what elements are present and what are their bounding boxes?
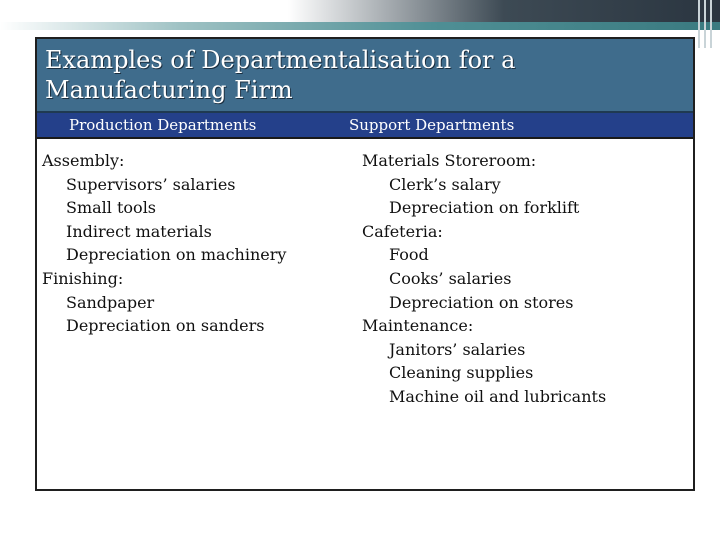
- production-department-heading: Assembly:: [42, 151, 125, 170]
- production-cost-item: Indirect materials: [66, 221, 212, 241]
- support-cost-item: Clerk’s salary: [389, 174, 501, 194]
- support-cost-item: Depreciation on forklift: [389, 198, 580, 218]
- title-box: [37, 39, 693, 113]
- production-cost-item: Small tools: [66, 198, 157, 218]
- support-cost-item: Depreciation on stores: [389, 292, 574, 312]
- production-cost-item: Sandpaper: [66, 292, 155, 312]
- production-departments-header: Production Departments: [69, 116, 257, 134]
- corner-decoration: [698, 0, 714, 48]
- support-departments-list: [362, 149, 606, 409]
- column-header-band: [37, 113, 693, 139]
- support-cost-item: Janitors’ salaries: [389, 339, 526, 359]
- production-cost-item: Depreciation on machinery: [66, 245, 287, 265]
- slide-top-decoration: [0, 0, 720, 30]
- top-teal-stripe: [0, 22, 720, 30]
- production-cost-item: Depreciation on sanders: [66, 316, 265, 336]
- production-cost-item: Supervisors’ salaries: [66, 174, 236, 194]
- slide-title: Examples of Departmentalisation for a Manufacturing Firm: [45, 46, 516, 104]
- support-department-heading: Maintenance:: [362, 316, 474, 336]
- top-dark-stripe: [0, 0, 720, 22]
- support-departments-header: Support Departments: [349, 116, 515, 134]
- production-department-heading: Finishing:: [42, 268, 124, 288]
- support-cost-item: Machine oil and lubricants: [389, 386, 607, 406]
- support-cost-item: Cooks’ salaries: [389, 268, 512, 288]
- support-cost-item: Cleaning supplies: [389, 363, 534, 383]
- support-department-heading: Cafeteria:: [362, 221, 443, 241]
- support-cost-item: Food: [389, 245, 429, 265]
- content-area: [37, 139, 693, 489]
- support-department-heading: Materials Storeroom:: [362, 151, 537, 170]
- production-departments-list: [42, 149, 286, 338]
- slide-frame: [35, 37, 695, 491]
